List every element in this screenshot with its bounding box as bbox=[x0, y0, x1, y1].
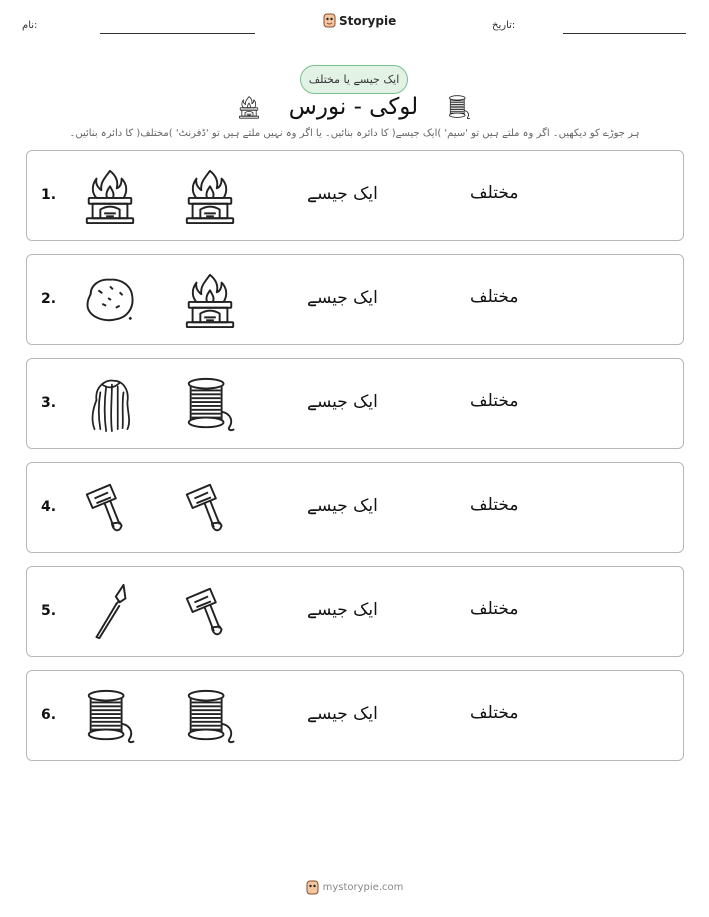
fireplace-icon bbox=[237, 93, 261, 121]
question-number: 1. bbox=[41, 187, 57, 203]
question-row bbox=[26, 358, 684, 449]
fireplace-icon bbox=[181, 167, 239, 225]
thread-spool-icon bbox=[446, 93, 472, 121]
option-same[interactable]: ایک جیسے bbox=[307, 496, 378, 516]
question-number: 5. bbox=[41, 603, 57, 619]
brand-name: Storypie bbox=[339, 13, 397, 28]
date-line[interactable] bbox=[563, 33, 686, 34]
footer-url: mystorypie.com bbox=[322, 882, 404, 893]
footer bbox=[0, 880, 709, 895]
question-number: 3. bbox=[41, 395, 57, 411]
hair-icon bbox=[81, 375, 139, 433]
hammer-icon bbox=[181, 479, 239, 537]
option-different[interactable]: مختلف bbox=[470, 391, 519, 411]
instructions: ہر جوڑے کو دیکھیں۔ اگر وہ ملتے ہیں تو 'سیم' )ایک جیسے( کا دائرہ بنائیں۔ یا اگر وہ نہیں ملتے ہیں تو 'ڈفرنٹ' )مختلف( کا دائرہ بنائیں۔ bbox=[69, 128, 640, 139]
fireplace-icon bbox=[181, 271, 239, 329]
question-number: 4. bbox=[41, 499, 57, 515]
spear-icon bbox=[81, 583, 139, 641]
hammer-icon bbox=[181, 583, 239, 641]
hammer-icon bbox=[81, 479, 139, 537]
question-row bbox=[26, 462, 684, 553]
question-number: 2. bbox=[41, 291, 57, 307]
storypie-logo-icon bbox=[306, 880, 319, 895]
option-different[interactable]: مختلف bbox=[470, 599, 519, 619]
option-same[interactable]: ایک جیسے bbox=[307, 392, 378, 412]
option-same[interactable]: ایک جیسے bbox=[307, 600, 378, 620]
name-line[interactable] bbox=[100, 33, 255, 34]
option-different[interactable]: مختلف bbox=[470, 495, 519, 515]
question-row bbox=[26, 566, 684, 657]
option-same[interactable]: ایک جیسے bbox=[307, 184, 378, 204]
question-row bbox=[26, 150, 684, 241]
question-row bbox=[26, 670, 684, 761]
thread-spool-icon bbox=[81, 687, 139, 745]
thread-spool-icon bbox=[181, 687, 239, 745]
option-different[interactable]: مختلف bbox=[470, 287, 519, 307]
brand bbox=[323, 13, 396, 28]
option-same[interactable]: ایک جیسے bbox=[307, 704, 378, 724]
storypie-logo-icon bbox=[323, 13, 336, 28]
option-different[interactable]: مختلف bbox=[470, 703, 519, 723]
date-label: تاریخ: bbox=[492, 20, 516, 31]
fireplace-icon bbox=[81, 167, 139, 225]
thread-spool-icon bbox=[181, 375, 239, 433]
title-text: لوکی - نورس bbox=[288, 94, 419, 120]
name-label: نام: bbox=[22, 20, 38, 31]
rock-icon bbox=[81, 271, 139, 329]
question-number: 6. bbox=[41, 707, 57, 723]
activity-badge: ایک جیسے یا مختلف bbox=[300, 65, 408, 94]
option-same[interactable]: ایک جیسے bbox=[307, 288, 378, 308]
option-different[interactable]: مختلف bbox=[470, 183, 519, 203]
question-row bbox=[26, 254, 684, 345]
page-title bbox=[0, 93, 709, 121]
